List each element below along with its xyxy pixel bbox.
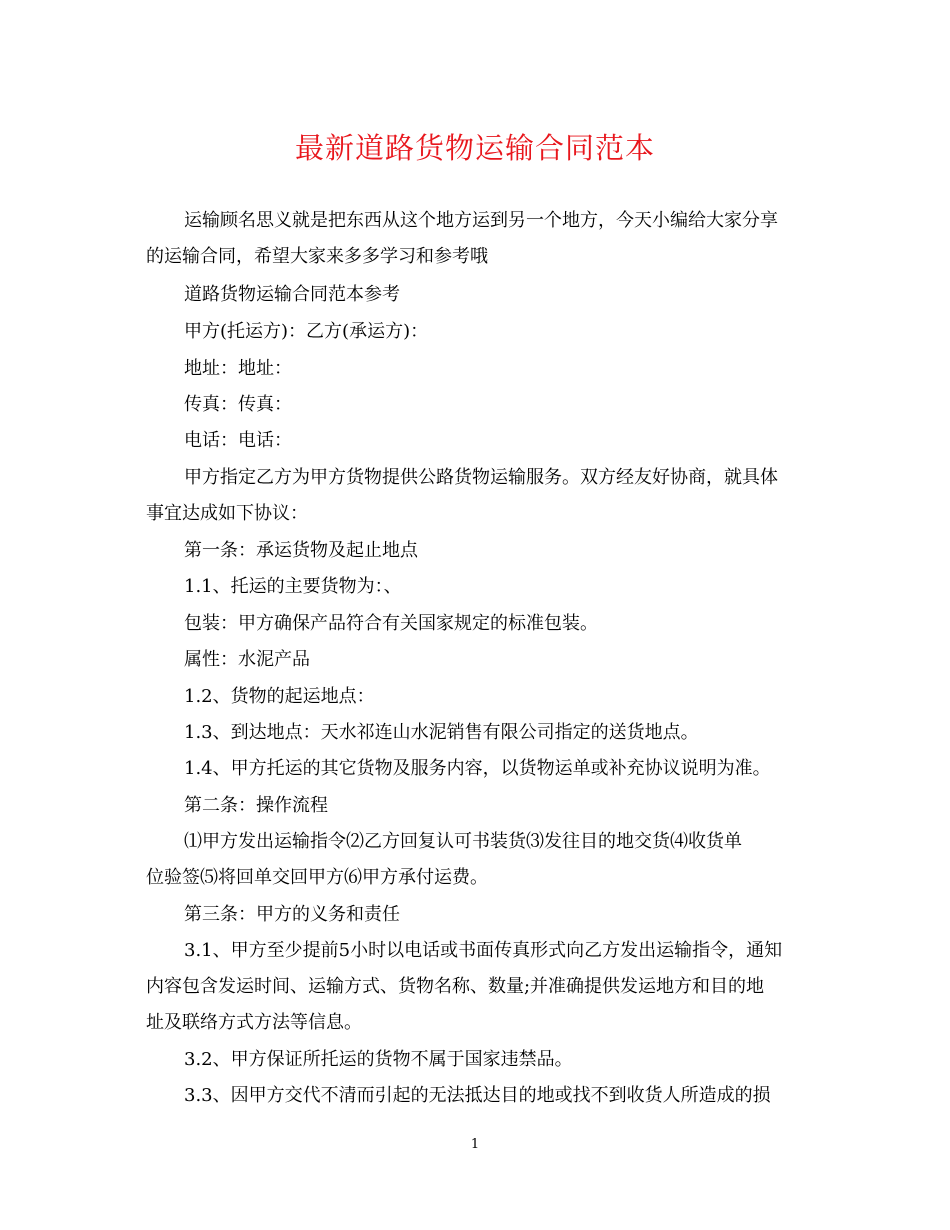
paragraph-line: 甲方指定乙方为甲方货物提供公路货物运输服务。双方经友好协商，就具体 bbox=[184, 467, 778, 488]
paragraph-line: 第二条：操作流程 bbox=[184, 795, 328, 816]
paragraph-line: 电话：电话： bbox=[184, 430, 292, 451]
paragraph-line: 3.2、甲方保证所托运的货物不属于国家违禁品。 bbox=[184, 1049, 573, 1070]
paragraph-line: 第三条：甲方的义务和责任 bbox=[184, 904, 400, 925]
paragraph-line: 属性：水泥产品 bbox=[184, 649, 310, 670]
document-title: 最新道路货物运输合同范本 bbox=[294, 131, 655, 165]
paragraph-line: 运输顾名思义就是把东西从这个地方运到另一个地方，今天小编给大家分享 bbox=[184, 210, 778, 231]
paragraph-line: 3.1、甲方至少提前5小时以电话或书面传真形式向乙方发出运输指令，通知 bbox=[184, 940, 783, 961]
paragraph-line: ⑴甲方发出运输指令⑵乙方回复认可书装货⑶发往目的地交货⑷收货单 bbox=[184, 831, 742, 852]
paragraph-line: 的运输合同，希望大家来多多学习和参考哦 bbox=[146, 246, 488, 267]
paragraph-line: 甲方(托运方)：乙方(承运方)： bbox=[184, 321, 429, 342]
paragraph-line: 址及联络方式方法等信息。 bbox=[146, 1012, 362, 1033]
paragraph-line: 1.3、到达地点：天水祁连山水泥销售有限公司指定的送货地点。 bbox=[184, 722, 699, 743]
paragraph-line: 内容包含发运时间、运输方式、货物名称、数量;并准确提供发运地方和目的地 bbox=[146, 976, 765, 997]
paragraph-line: 1.1、托运的主要货物为：、 bbox=[184, 576, 402, 597]
paragraph-line: 传真：传真： bbox=[184, 394, 292, 415]
paragraph-line: 位验签⑸将回单交回甲方⑹甲方承付运费。 bbox=[146, 867, 488, 888]
page-number: 1 bbox=[470, 1137, 480, 1152]
paragraph-line: 道路货物运输合同范本参考 bbox=[184, 284, 400, 305]
paragraph-line: 3.3、因甲方交代不清而引起的无法抵达目的地或找不到收货人所造成的损 bbox=[184, 1085, 771, 1106]
paragraph-line: 第一条：承运货物及起止地点 bbox=[184, 540, 418, 561]
paragraph-line: 事宜达成如下协议： bbox=[146, 503, 308, 524]
paragraph-line: 地址：地址： bbox=[184, 358, 292, 379]
paragraph-line: 包装：甲方确保产品符合有关国家规定的标准包装。 bbox=[184, 613, 598, 634]
paragraph-line: 1.4、甲方托运的其它货物及服务内容，以货物运单或补充协议说明为准。 bbox=[184, 758, 771, 779]
paragraph-line: 1.2、货物的起运地点： bbox=[184, 686, 375, 707]
